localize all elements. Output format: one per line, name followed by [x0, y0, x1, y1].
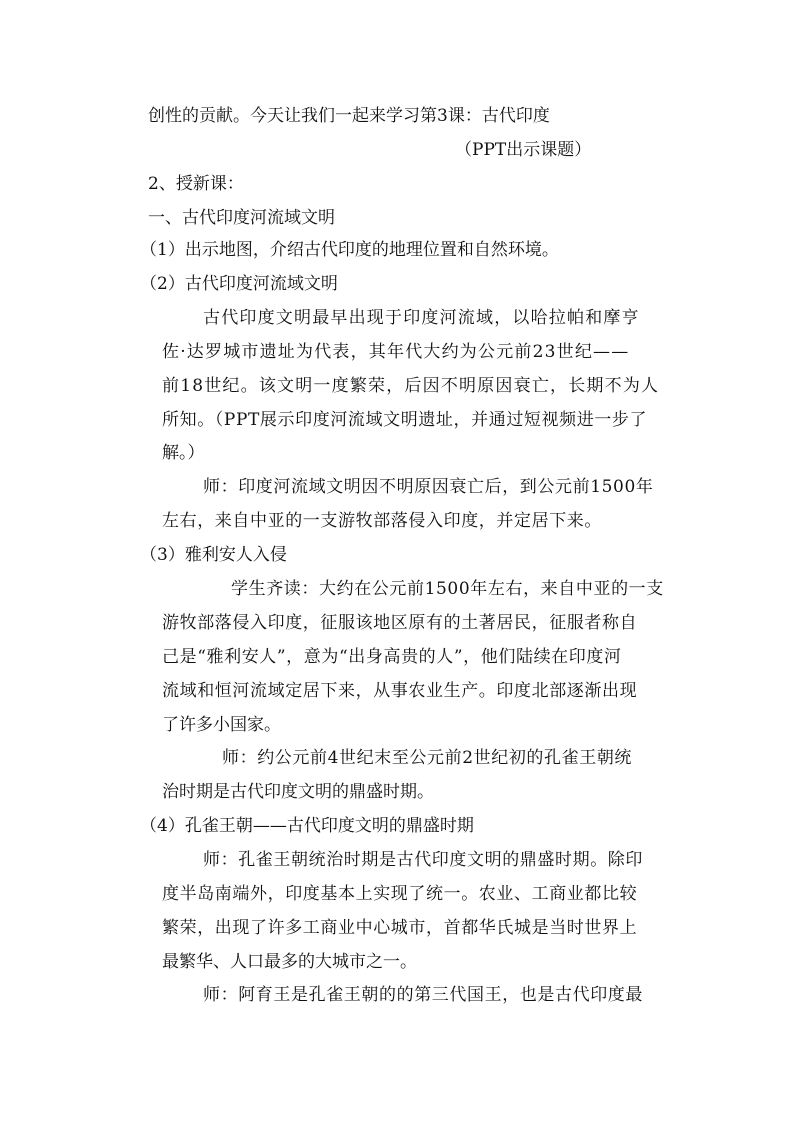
paragraph-line: 了许多小国家。 [162, 715, 281, 735]
paragraph-line: 佐·达罗城市遗址为代表，其年代大约为公元前23世纪—— [162, 342, 630, 362]
paragraph-line: 己是“雅利安人”，意为“出身高贵的人”，他们陆续在印度河 [162, 647, 622, 667]
item-2-heading: （2）古代印度河流域文明 [140, 274, 338, 294]
paragraph-line: 师：约公元前4世纪末至公元前2世纪初的孔雀王朝统 [222, 748, 633, 768]
paragraph-line: 解。） [162, 443, 205, 463]
paragraph-line: 师：印度河流域文明因不明原因衰亡后，到公元前1500年 [203, 477, 654, 497]
intro-line: 创性的贡献。今天让我们一起来学习第3课：古代印度 [148, 106, 550, 126]
item-3-heading: （3）雅利安人入侵 [140, 545, 287, 565]
paragraph-line: 师：孔雀王朝统治时期是古代印度文明的鼎盛时期。除印 [203, 850, 643, 870]
paragraph-line: 最繁华、人口最多的大城市之一。 [162, 952, 417, 972]
paragraph-line: 古代印度文明最早出现于印度河流域，以哈拉帕和摩亨 [203, 308, 640, 328]
paragraph-line: 游牧部落侵入印度，征服该地区原有的土著居民，征服者称自 [162, 613, 638, 633]
item-4-heading: （4）孔雀王朝——古代印度文明的鼎盛时期 [140, 816, 474, 836]
paragraph-line: 流域和恒河流域定居下来，从事农业生产。印度北部逐渐出现 [162, 681, 638, 701]
paragraph-line: 所知。（PPT展示印度河流域文明遗址，并通过短视频进一步了 [162, 410, 648, 430]
paragraph-line: 学生齐读：大约在公元前1500年左右，来自中亚的一支 [231, 579, 664, 599]
paragraph-line: 治时期是古代印度文明的鼎盛时期。 [162, 782, 434, 802]
paragraph-line: 前18世纪。该文明一度繁荣，后因不明原因衰亡，长期不为人 [162, 376, 660, 396]
ppt-title-note: （PPT出示课题） [455, 140, 592, 160]
section-1-heading: 一、古代印度河流域文明 [148, 208, 335, 228]
paragraph-line: 繁荣，出现了许多工商业中心城市，首都华氏城是当时世界上 [162, 918, 638, 938]
section-2-heading: 2、授新课： [148, 174, 244, 194]
paragraph-line: 左右，来自中亚的一支游牧部落侵入印度，并定居下来。 [162, 511, 602, 531]
item-1: （1）出示地图，介绍古代印度的地理位置和自然环境。 [140, 240, 559, 260]
paragraph-line: 师：阿育王是孔雀王朝的的第三代国王，也是古代印度最 [203, 985, 643, 1005]
paragraph-line: 度半岛南端外，印度基本上实现了统一。农业、工商业都比较 [162, 884, 638, 904]
